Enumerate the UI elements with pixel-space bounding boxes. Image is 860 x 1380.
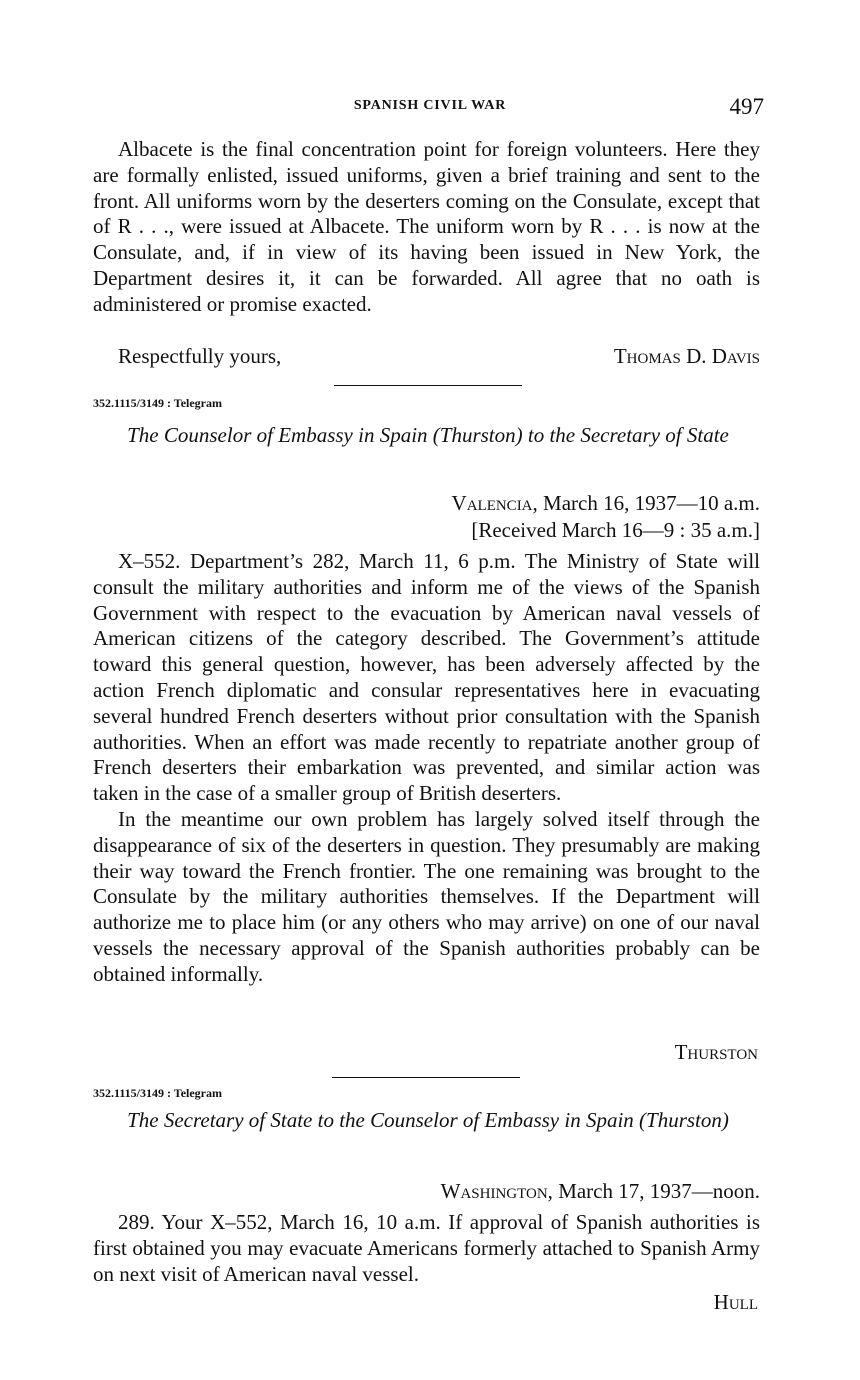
doc2-body <box>93 1210 760 1287</box>
closing-signer: Thomas D. Davis <box>613 344 760 368</box>
doc1-date: March 16, 1937—10 a.m. <box>537 491 760 515</box>
doc2-paragraph: 289. Your X–552, March 16, 10 a.m. If approval of Spanish authorities is first obtained you may evacuate Americans formerly attached to Spanish Army on next visit of American naval vessel. <box>93 1210 760 1286</box>
doc2-date: March 17, 1937—noon. <box>552 1179 760 1203</box>
section-divider <box>332 1077 520 1078</box>
letter-closing <box>93 344 760 370</box>
doc1-received: [Received March 16—9 : 35 a.m.] <box>471 518 760 542</box>
doc2-file-ref: 352.1115/3149 : Telegram <box>93 1086 222 1100</box>
doc1-heading: The Counselor of Embassy in Spain (Thurston) to the Secretary of State <box>127 423 729 447</box>
section-divider <box>334 385 522 386</box>
running-head <box>96 94 764 118</box>
letter-end-body <box>93 137 760 318</box>
closing-salutation: Respectfully yours, <box>118 344 282 368</box>
doc1-file-ref: 352.1115/3149 : Telegram <box>93 396 222 410</box>
doc1-sent-line <box>452 490 760 517</box>
doc2-dateline <box>441 1178 760 1205</box>
doc1-paragraph-2: In the meantime our own problem has largely solved itself through the disappearance of six of the deserters in question. They presumably are making their way toward the French frontier. The one remaining was brought to the Consulate by the military authorities themselves. If the Department will authorize me to place him (or any others who may arrive) on one of our naval vessels the necessary approval of the Spanish authorities probably can be obtained informally. <box>93 806 760 986</box>
doc1-place: Valencia, <box>451 491 538 515</box>
letter-end-paragraph: Albacete is the final concentration point for foreign volunteers. Here they are formally enlisted, issued uniforms, given a brief training and sent to the front. All uniforms worn by the deserters coming on the Consulate, except that of R . . ., were issued at Albacete. The uniform worn by R . . . is now at the Consulate, and, if in view of its having been issued in New York, the Department desires it, it can be forwarded. All agree that no oath is administered or promise exacted. <box>93 137 760 316</box>
doc2-signature: Hull <box>713 1290 758 1314</box>
doc2-heading: The Secretary of State to the Counselor of Embassy in Spain (Thurston) <box>127 1108 729 1132</box>
running-title: SPANISH CIVIL WAR <box>353 98 507 113</box>
doc1-dateline <box>452 490 760 544</box>
doc1-signature: Thurston <box>674 1040 758 1064</box>
doc1-paragraph-1: X–552. Department’s 282, March 11, 6 p.m. The Ministry of State will consult the military authorities and inform me of the views of the Spanish Government with respect to the evacuation by American naval vessels of American citizens of the category described. The Government’s attitude toward this general question, however, has been adversely affected by the action French diplomatic and consular representatives here in evacuating several hundred French deserters without prior consultation with the Spanish authorities. When an effort was made recently to repatriate another group of French deserters their embarkation was prevented, and similar action was taken in the case of a smaller group of British deserters. <box>93 549 760 806</box>
page-number: 497 <box>729 94 764 119</box>
doc1-body <box>93 549 760 988</box>
doc2-place: Washington, <box>440 1179 553 1203</box>
